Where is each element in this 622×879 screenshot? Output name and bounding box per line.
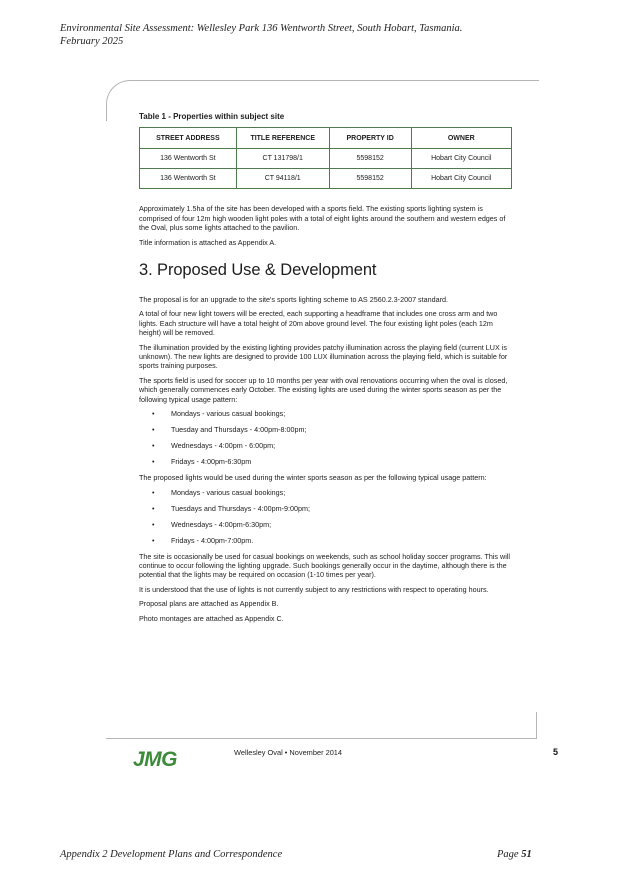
cell-property-id: 5598152 xyxy=(329,169,411,189)
logo-wordmark: JMG xyxy=(133,749,178,769)
bullet-glyph: • xyxy=(152,503,155,513)
col-street-address: STREET ADDRESS xyxy=(140,128,237,149)
cell-owner: Hobart City Council xyxy=(411,149,511,169)
list-item: • Mondays - various casual bookings; xyxy=(152,487,286,497)
bullet-glyph: • xyxy=(152,457,155,467)
table-title: Table 1 - Properties within subject site xyxy=(139,112,285,121)
report-footer-text: Wellesley Oval • November 2014 xyxy=(234,748,343,757)
bullet-glyph: • xyxy=(152,535,155,545)
appendix-footer: Appendix 2 Development Plans and Correspondence xyxy=(60,849,283,860)
col-owner: OWNER xyxy=(411,128,511,149)
page-number: 51 xyxy=(521,849,532,860)
list-item: • Fridays - 4:00pm-7:00pm. xyxy=(152,535,254,545)
illumination-paragraph: The illumination provided by the existing lighting provides patchy illumination across the playing field (current LUX is unknown). The new lights are designed to provide 100 LUX illumination across the playing field, which is suitable for sports training purposes. xyxy=(139,342,508,371)
table-row xyxy=(140,169,512,189)
cell-title-reference: CT 131798/1 xyxy=(236,149,329,169)
list-item: • Mondays - various casual bookings; xyxy=(152,409,286,419)
proposed-usage-paragraph: The proposed lights would be used during the winter sports season as per the following typical usage pattern: xyxy=(139,473,487,483)
page-content xyxy=(139,112,515,628)
table-row xyxy=(140,149,512,169)
page-frame-bottom xyxy=(106,738,537,739)
appendix-c-paragraph: Photo montages are attached as Appendix C. xyxy=(139,613,284,623)
intro-paragraph: Approximately 1.5ha of the site has been developed with a sports field. The existing sports lighting system is comprised of four 12m high wooden light poles with a total of eight lights around the southern and western edges of the Oval, plus some lights attached to the pavilion. xyxy=(139,204,506,233)
table-header-row xyxy=(140,128,512,149)
existing-usage-list xyxy=(139,409,515,466)
col-property-id: PROPERTY ID xyxy=(329,128,411,149)
bullet-glyph: • xyxy=(152,425,155,435)
cell-owner: Hobart City Council xyxy=(411,169,511,189)
casual-bookings-paragraph: The site is occasionally be used for casual bookings on weekends, such as school holiday soccer programs. This will continue to occur following the lighting upgrade. Such bookings generally occur in the daytime, although there is the potential that the lights may be required on occasion (1-10 times per year). xyxy=(139,551,511,580)
section-heading: 3. Proposed Use & Development xyxy=(139,261,377,280)
cell-street-address: 136 Wentworth St xyxy=(140,169,237,189)
properties-table xyxy=(139,127,512,189)
list-item: • Fridays - 4:00pm-6:30pm xyxy=(152,457,252,467)
cell-property-id: 5598152 xyxy=(329,149,411,169)
page-label: Page 51 xyxy=(497,849,532,860)
report-page-number: 5 xyxy=(553,747,559,757)
header-line-2: February 2025 xyxy=(60,36,124,47)
proposal-paragraph: The proposal is for an upgrade to the site's sports lighting scheme to AS 2560.2.3-2007 standard. xyxy=(139,295,449,305)
bullet-glyph: • xyxy=(152,519,155,529)
list-item: • Tuesdays and Thursdays - 4:00pm-9:00pm; xyxy=(152,503,311,513)
page-frame-right xyxy=(536,712,537,738)
cell-street-address: 136 Wentworth St xyxy=(140,149,237,169)
header-line-1: Environmental Site Assessment: Wellesley Park 136 Wentworth Street, South Hobart, Tasmania. xyxy=(60,23,463,34)
title-info-paragraph: Title information is attached as Appendix A. xyxy=(139,237,277,247)
cell-title-reference: CT 94118/1 xyxy=(236,169,329,189)
bullet-glyph: • xyxy=(152,409,155,419)
appendix-b-paragraph: Proposal plans are attached as Appendix B. xyxy=(139,599,279,609)
usage-paragraph: The sports field is used for soccer up to 10 months per year with oval renovations occurring when the oval is closed, which generally commences early October. The existing lights are used during the winter sports season as per the following typical usage pattern: xyxy=(139,375,508,404)
col-title-reference: TITLE REFERENCE xyxy=(236,128,329,149)
list-item: • Wednesdays - 4:00pm - 6:00pm; xyxy=(152,441,276,451)
jmg-logo-graphic xyxy=(133,749,199,769)
light-towers-paragraph: A total of four new light towers will be erected, each supporting a headframe that includes one cross arm and two lights. Each structure will have a total height of 20m above ground level. The four existing light poles (each 12m height) will be removed. xyxy=(139,309,498,338)
jmg-logo xyxy=(133,749,199,774)
document-header xyxy=(60,22,580,48)
list-item: • Wednesdays - 4:00pm-6:30pm; xyxy=(152,519,272,529)
bullet-glyph: • xyxy=(152,487,155,497)
proposed-usage-list xyxy=(139,488,515,545)
restrictions-paragraph: It is understood that the use of lights is not currently subject to any restrictions with respect to operating hours. xyxy=(139,584,489,594)
list-item: • Tuesday and Thursdays - 4:00pm-8:00pm; xyxy=(152,425,307,435)
bullet-glyph: • xyxy=(152,441,155,451)
